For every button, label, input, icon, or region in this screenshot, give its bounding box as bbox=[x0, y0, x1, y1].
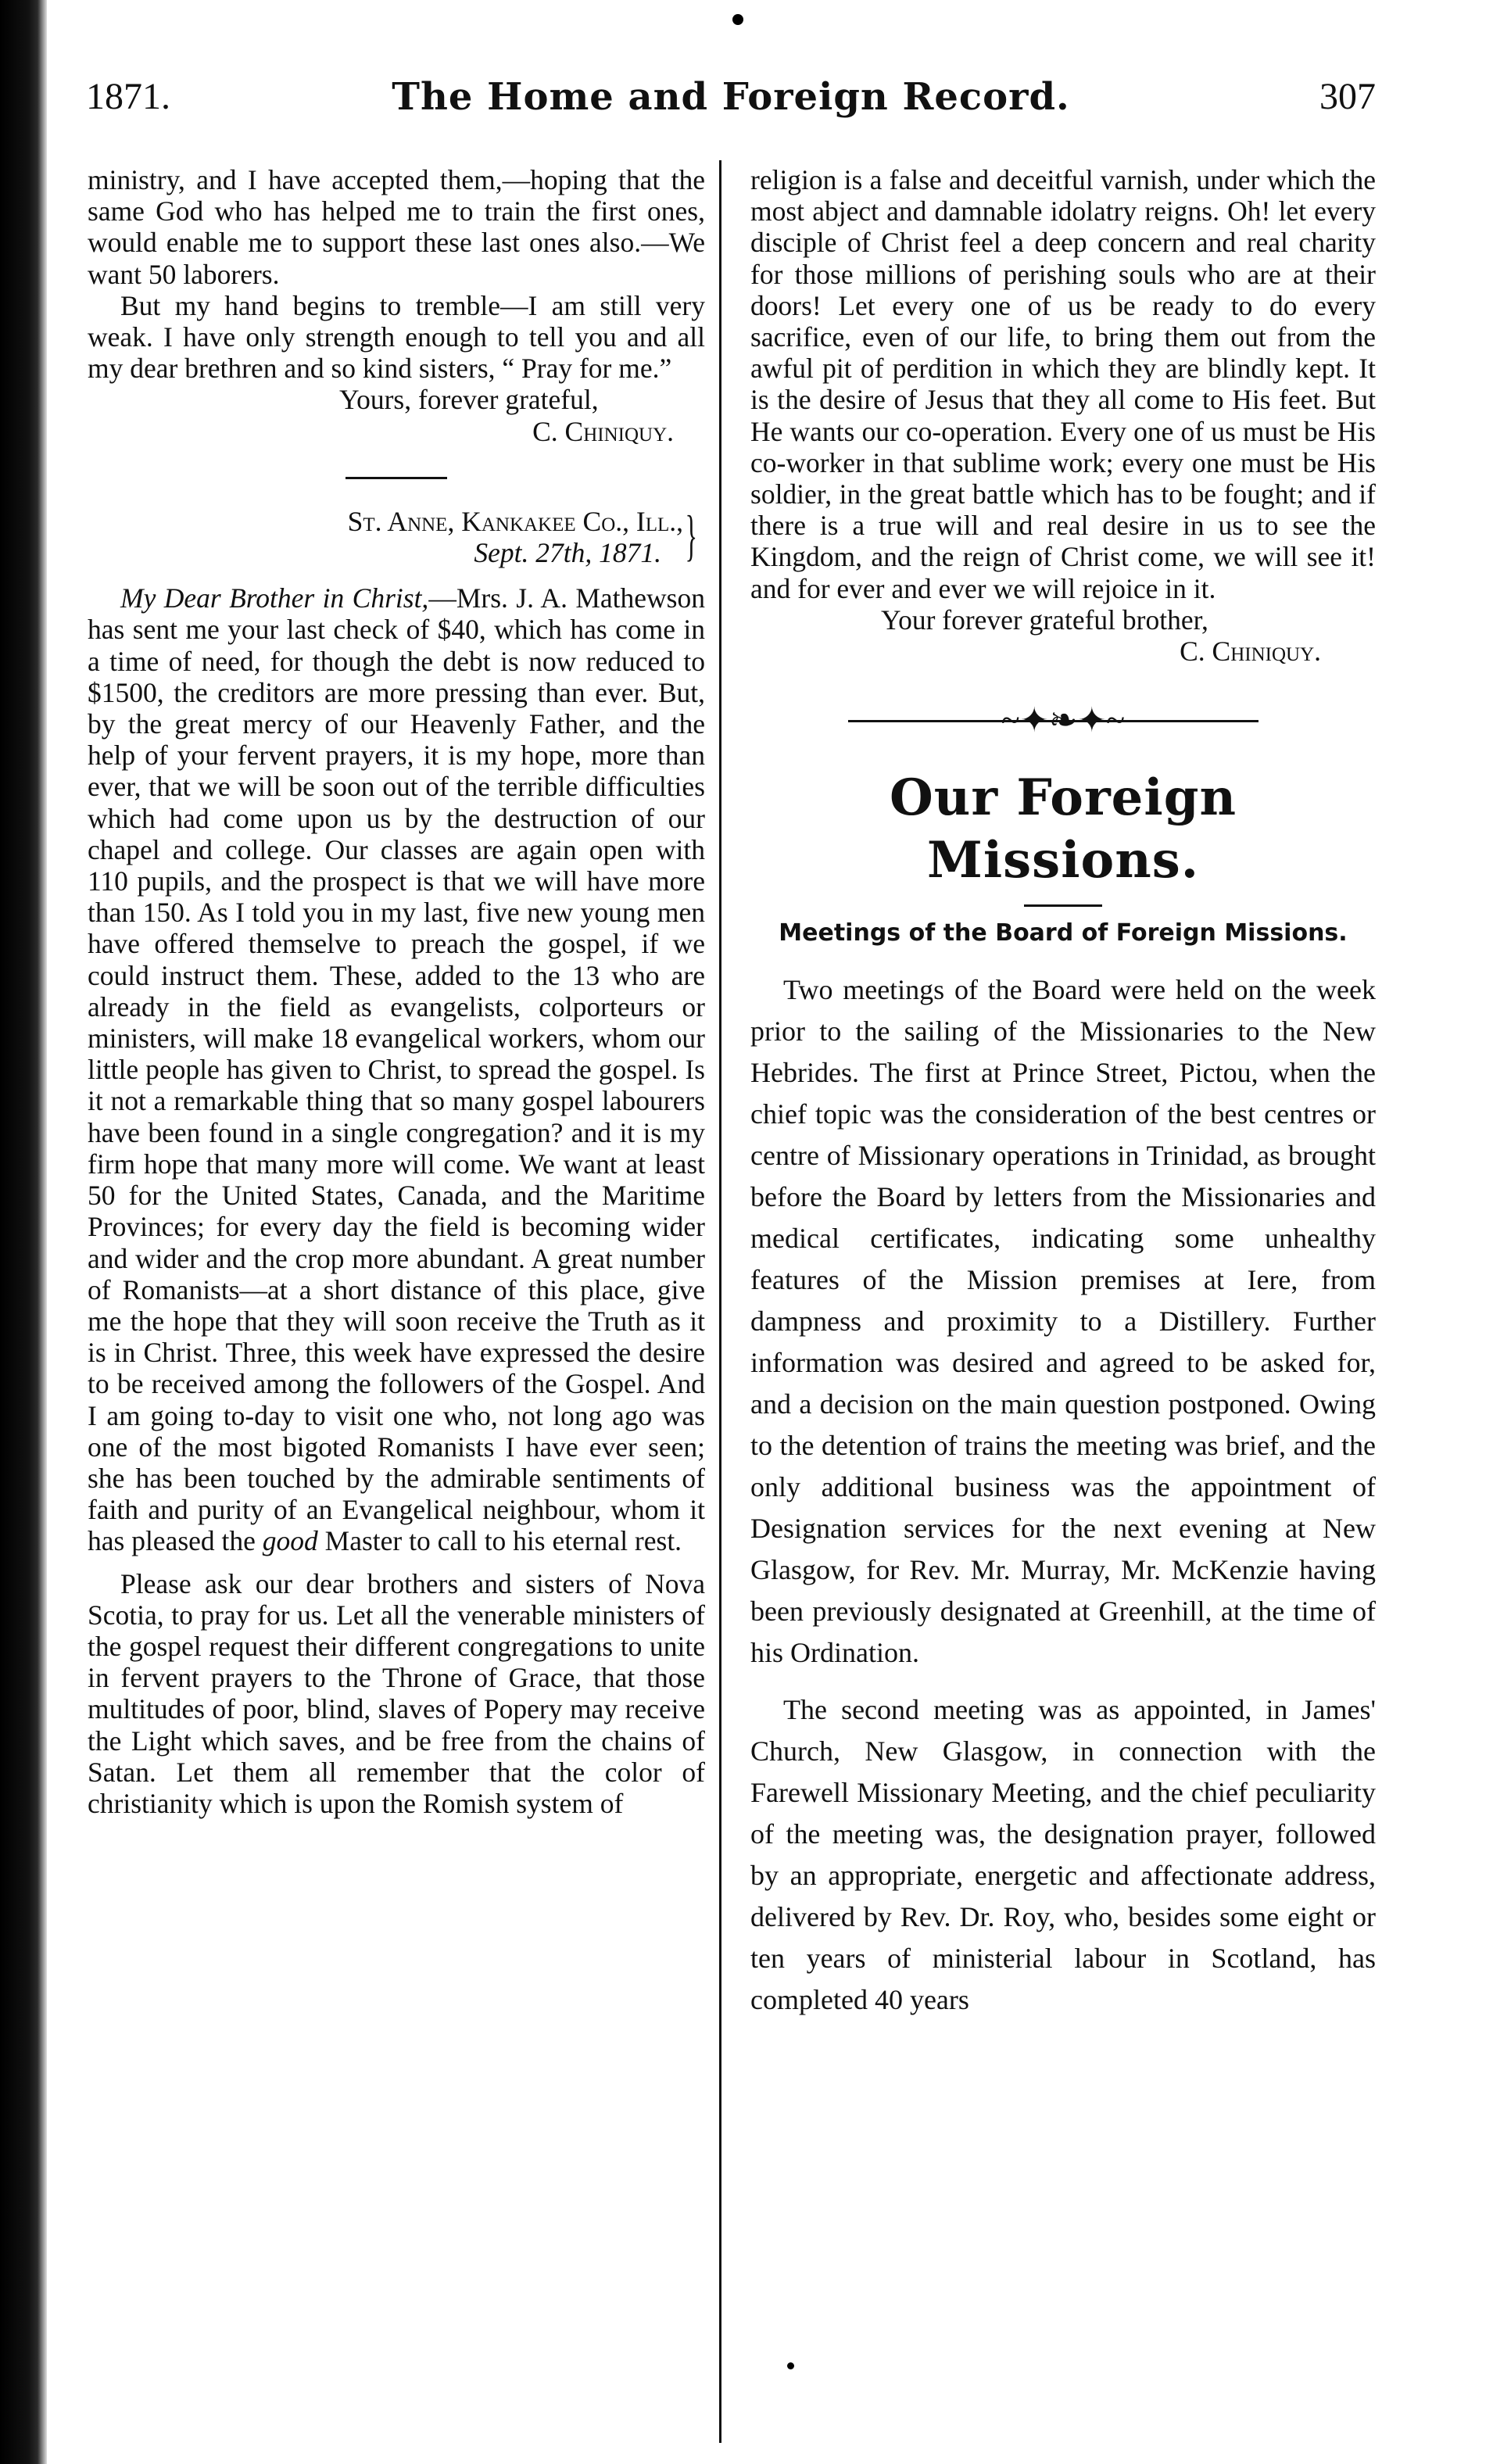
book-spine-edge bbox=[0, 0, 47, 2464]
letter-closing: Your forever grateful brother, bbox=[881, 603, 1208, 636]
article-subheading: Meetings of the Board of Foreign Missions. bbox=[779, 919, 1348, 947]
paragraph: My Dear Brother in Christ,—Mrs. J. A. Mathewson has sent me your last check of $40, which has come in a time of need, for though the debt is now reduced to $1500, the creditors are more pressing than ever. But, by the great mercy of our Heavenly Father, and the help of your fervent prayers, it is my hope, more than ever, that we will be soon out of the terrible difficulties which had come upon us by the destruction of our chapel and college. Our classes are again open with 110 pupils, and the prospect is that we will have more than 150. As I told you in my last, five new young men have offered themselve to preach the gospel, if we could instruct them. These, added to the 13 who are already in the field as evangelists, colporteurs or ministers, will make 18 evangelical workers, whom our little people has given to Christ, to spread the gospel. Is it not a remarkable thing that so many gospel labourers have been found in a single congregation? and it is my firm hope that many more will come. We want at least 50 for the United States, Canada, and the Maritime Provinces; for every day the field is becoming wider and wider and the crop more abundant. A great number of Romanists—at a short distance of this place, give me the hope that they will soon receive the Truth as it is in Christ. Three, this week have expressed the desire to be received among the followers of the Gospel. And I am going to-day to visit one who, not long ago was one of the most bigoted Romanists I have ever seen; she has been touched by the admirable sentiments of faith and purity of an Evangelical neighbour, whom it has pleased the good Master to call to his eternal rest. bbox=[88, 582, 705, 1557]
top-ink-dot bbox=[732, 14, 743, 25]
title-rule bbox=[1024, 904, 1102, 907]
letter-signature: C. Chiniquy. bbox=[1180, 636, 1321, 668]
left-column bbox=[88, 164, 705, 1819]
bottom-ink-dot bbox=[787, 2362, 794, 2369]
paragraph: The second meeting was as appointed, in James' Church, New Glasgow, in connection with the Farewell Missionary Meeting, and the chief peculiarity of the meeting was, the designation prayer, followed by an appropriate, energetic and affectionate address, delivered by Rev. Dr. Roy, who, besides some eight or ten years of ministerial labour in Scotland, has completed 40 years bbox=[750, 1694, 1376, 2016]
salutation: My Dear Brother in Christ, bbox=[120, 582, 429, 614]
header-year: 1871. bbox=[86, 76, 170, 117]
dateline-date: Sept. 27th, 1871. bbox=[474, 537, 661, 569]
paragraph: Please ask our dear brothers and sisters of Nova Scotia, to pray for us. Let all the venerable ministers of the gospel request their different congregations to unite in fervent prayers to the Throne of Grace, that those multitudes of poor, blind, slaves of Popery may receive the Light which saves, and be free from the chains of Satan. Let them all remember that the color of christianity which is upon the Romish system of bbox=[88, 1567, 705, 1819]
dateline-place: St. Anne, Kankakee Co., Ill., bbox=[347, 505, 683, 537]
page-header bbox=[86, 75, 1376, 138]
section-title: Our Foreign Missions. bbox=[890, 768, 1237, 890]
page-number: 307 bbox=[1319, 76, 1376, 117]
letter-dateline bbox=[88, 503, 705, 569]
paragraph: ministry, and I have accepted them,—hoping that the same God who has helped me to train the first ones, would enable me to support these last ones also.—We want 50 laborers. bbox=[88, 164, 705, 290]
paragraph: religion is a false and deceitful varnish, under which the most abject and damnable idolatry reigns. Oh! let every disciple of Christ feel a deep concern and real charity for those millions of perishing souls who are at their doors! Let every one of us be ready to do every sacrifice, even of our life, to bring them out from the awful pit of perdition in which they are blindly kept. It is the desire of Jesus that they all come to His feet. But He wants our co-operation. Every one of us must be His co-worker in that sublime work; every one must be His soldier, in the great battle which has to be fought; and if there is a true will and real desire in us to see the Kingdom, and the reign of Christ come, we will see it! and for ever and ever we will rejoice in it. bbox=[750, 164, 1376, 604]
letter-signature: C. Chiniquy. bbox=[532, 415, 674, 447]
right-column bbox=[750, 164, 1376, 2021]
header-title: The Home and Foreign Record. bbox=[392, 75, 1070, 119]
paragraph: Two meetings of the Board were held on the week prior to the sailing of the Missionaries to the New Hebrides. The first at Prince Street, Pictou, when the chief topic was the consideration of the best centres or centre of Missionary operations in Trinidad, as brought before the Board by letters from the Missionaries and medical certificates, indicating some unhealthy features of the Mission premises at Iere, from dampness and proximity to a Distillery. Further information was desired and agreed to be asked for, and a decision on the main question postponed. Owing to the detention of trains the meeting was brief, and the only additional business was the appointment of Designation services for the next evening at New Glasgow, for Rev. Mr. Murray, Mr. McKenzie having been previously designated at Greenhill, at the time of his Ordination. bbox=[750, 974, 1376, 1669]
separator-rule bbox=[346, 477, 447, 479]
article-body bbox=[750, 969, 1376, 2021]
brace-glyph: } bbox=[685, 503, 698, 567]
ornament-flourish-icon: ~✦❧✦~ bbox=[1001, 701, 1126, 740]
letter-closing: Yours, forever grateful, bbox=[339, 384, 599, 416]
ornamental-divider bbox=[750, 698, 1376, 745]
column-divider bbox=[719, 160, 721, 2443]
paragraph: But my hand begins to tremble—I am still very weak. I have only strength enough to tell you and all my dear brethren and so kind sisters, “ Pray for me.” bbox=[88, 289, 705, 385]
